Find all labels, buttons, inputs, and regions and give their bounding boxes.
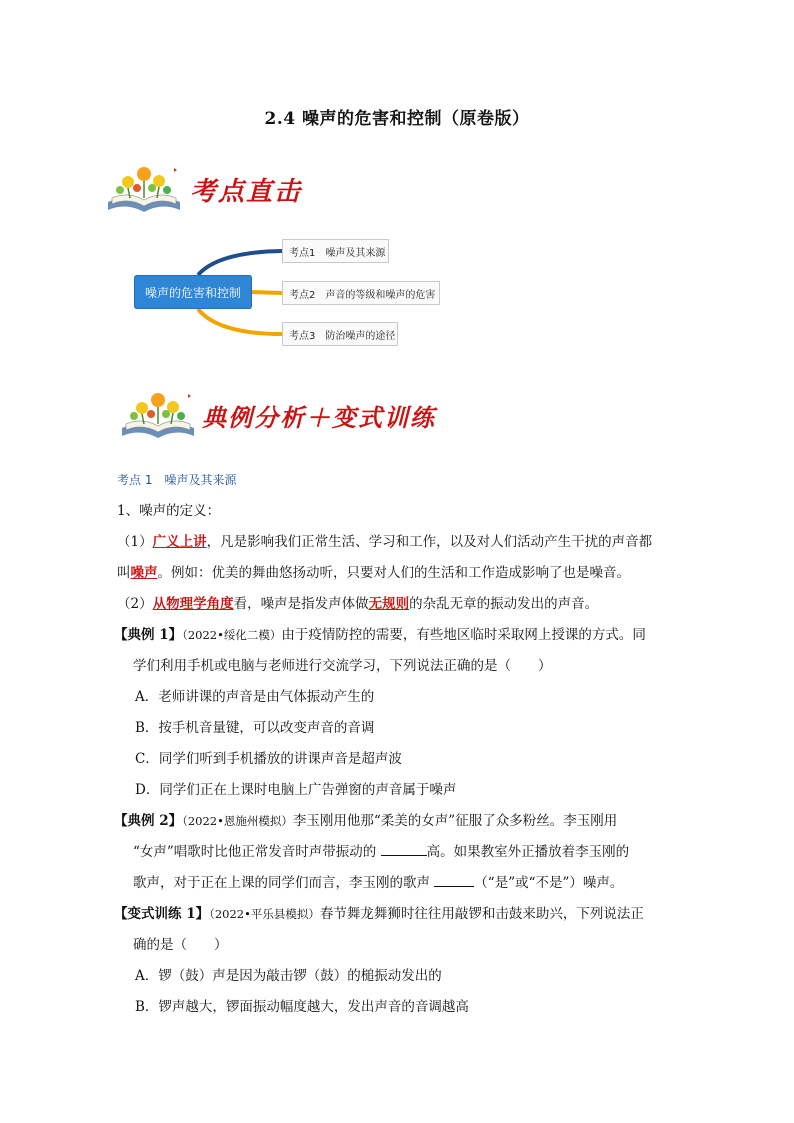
text: 看，噪声是指发声体做 <box>233 596 369 612</box>
mind-map <box>128 232 436 352</box>
text: （1） <box>117 534 153 550</box>
example-source: （2022•恩施州模拟） <box>182 814 293 828</box>
text: 叫 <box>117 565 131 581</box>
page-title: 2.4 噪声的危害和控制（原卷版） <box>264 109 530 129</box>
training-1-stem <box>114 899 697 930</box>
banner-key-points <box>104 164 302 214</box>
text: “女声”唱歌时比他正常发音时声带振动的 <box>133 844 377 860</box>
example-1-stem <box>114 620 697 651</box>
text: 高。如果教室外正播放着李玉刚的 <box>426 844 630 860</box>
text: （2） <box>117 596 153 612</box>
mind-map-root: 噪声的危害和控制 <box>134 275 252 309</box>
example-source: （2022•绥化二模） <box>182 628 282 642</box>
example-1-option-a: A．老师讲课的声音是由气体振动产生的 <box>135 689 375 705</box>
definition-title: 1、噪声的定义： <box>117 503 221 519</box>
mind-map-node-3 <box>282 322 398 346</box>
example-1-option-c: C．同学们听到手机播放的讲课声音是超声波 <box>135 751 402 767</box>
training-1-option-a: A．锣（鼓）声是因为敲击锣（鼓）的槌振动发出的 <box>135 968 442 984</box>
section-text: 噪声及其来源 <box>164 473 237 487</box>
section-heading <box>117 465 697 496</box>
answer-blank[interactable] <box>434 872 474 887</box>
banner-examples <box>118 390 436 440</box>
example-1-stem-cont: 学们利用手机或电脑与老师进行交流学习，下列说法正确的是（ ） <box>133 658 552 674</box>
example-tag: 【典例 1】 <box>114 627 183 643</box>
paragraph-2 <box>117 589 697 620</box>
node-text: 防治噪声的途径 <box>325 330 396 342</box>
paragraph-1-cont <box>117 558 697 589</box>
emphasis: 噪声 <box>130 565 158 581</box>
training-tag: 【变式训练 1】 <box>114 906 210 922</box>
answer-blank[interactable] <box>381 841 427 856</box>
node-key: 考点3 <box>289 330 316 342</box>
book-flower-icon <box>104 164 184 214</box>
mind-map-node-1 <box>282 239 389 263</box>
text: ，凡是影响我们正常生活、学习和工作，以及对人们活动产生干扰的声音都 <box>206 534 653 550</box>
example-2-stem <box>114 806 697 837</box>
example-1-option-b: B．按手机音量键，可以改变声音的音调 <box>135 720 375 736</box>
example-1-option-d: D．同学们正在上课时电脑上广告弹窗的声音属于噪声 <box>135 782 457 798</box>
text: 歌声，对于正在上课的同学们而言，李玉刚的歌声 <box>133 875 430 891</box>
emphasis: 从物理学角度 <box>152 596 234 612</box>
text: 李玉刚用他那“柔美的女声”征服了众多粉丝。李玉刚用 <box>292 813 618 829</box>
node-key: 考点2 <box>289 289 316 301</box>
example-2-stem-cont <box>117 837 697 868</box>
emphasis: 无规则 <box>368 596 410 612</box>
text: （“是”或“不是”）噪声。 <box>474 875 624 891</box>
text: 春节舞龙舞狮时往往用敲锣和击鼓来助兴，下列说法正 <box>319 906 644 922</box>
section-key: 考点 1 <box>117 473 153 487</box>
mind-map-node-2 <box>282 281 440 305</box>
training-1-option-b: B．锣声越大，锣面振动幅度越大，发出声音的音调越高 <box>135 999 469 1015</box>
training-1-stem-cont: 确的是（ ） <box>133 937 228 953</box>
emphasis: 广义上讲 <box>152 534 207 550</box>
paragraph-1 <box>117 527 697 558</box>
text: 的杂乱无章的振动发出的声音。 <box>409 596 599 612</box>
text: 。例如：优美的舞曲悠扬动听，只要对人们的生活和工作造成影响了也是噪音。 <box>157 565 630 581</box>
example-2-stem-cont-2 <box>117 868 697 899</box>
book-flower-icon <box>118 390 198 440</box>
example-tag: 【典例 2】 <box>114 813 183 829</box>
banner-title-key-points: 考点直击 <box>190 176 303 207</box>
training-source: （2022•平乐县模拟） <box>209 907 320 921</box>
banner-title-examples: 典例分析＋变式训练 <box>202 402 436 432</box>
node-text: 噪声及其来源 <box>325 247 386 259</box>
text: 由于疫情防控的需要，有些地区临时采取网上授课的方式。同 <box>281 627 646 643</box>
main-content <box>114 465 697 1023</box>
node-text: 声音的等级和噪声的危害 <box>325 289 436 301</box>
node-key: 考点1 <box>289 247 316 259</box>
